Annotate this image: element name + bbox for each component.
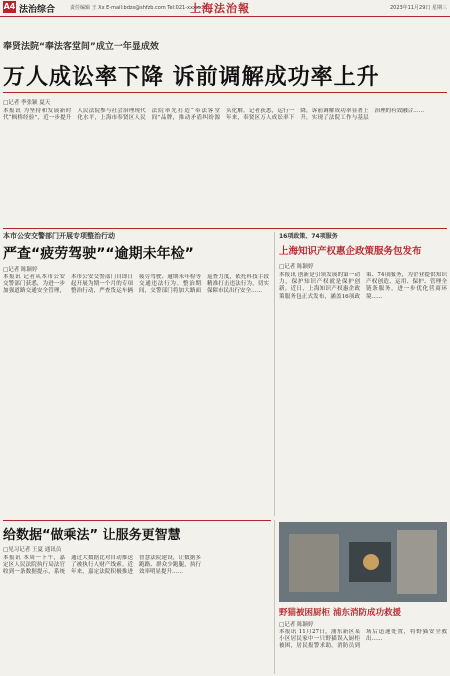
lead-body: 本报讯 为坚持和发展新时代“枫桥经验”，近一步提升人民法院参与社会治理现代化水平，上海市奉贤区人民法院率先打造“奉法客堂间”品牌，推动矛盾纠纷源头化解。记者获悉，运行一年来，奉贤区万人成讼率下降，诉前调解成功率显著上升，实现了法院工作与基层治理的有效融合…… xyxy=(3,108,425,122)
issue-date: 2023年11月29日 星期三 xyxy=(389,5,447,11)
lead-kicker: 奉贤法院“奉法客堂间”成立一年显成效 xyxy=(3,42,159,52)
divider xyxy=(3,228,447,229)
story3-byline: □记者 陈颖婷 xyxy=(279,264,314,270)
lead-byline: □记者 季张颖 夏天 xyxy=(3,100,51,106)
story3-body: 本报讯 创新是引领发展的第一动力，保护知识产权就是保护创新。近日，上海知识产权惠企政策服务包正式发布，涵盖16项政策、74项服务，为企业提供知识产权创造、运用、保护、管理全链条服务，进一步优化营商环境…… xyxy=(279,272,447,300)
column-divider xyxy=(274,520,275,674)
story2-body: 本报讯 记者从本市公安交警部门获悉，为进一步加强道路交通安全管理，本市公安交警部门自即日起开展为期一个月的专项整治行动，严查货运车辆疲劳驾驶、逾期未年检等交通违法行为。整治期间，交警部门将加大路面巡查力度，依托科技手段精准打击违法行为，切实保障市民出行安全…… xyxy=(3,274,269,295)
section-title: 法治综合 xyxy=(19,5,56,15)
story4-byline: □见习记者 王夏 通讯员 xyxy=(3,547,62,553)
story3-headline: 上海知识产权惠企政策服务包发布 xyxy=(279,246,422,257)
story4-body: 本报讯 本周一下午，嘉定区人民法院执行局法官收到一条数据提示，系统通过大数据比对自动推送了被执行人财产线索。近年来，嘉定法院积极推进智慧法院建设，让数据多跑路、群众少跑腿，执行效率明显提升…… xyxy=(3,555,201,576)
page-number: A4 xyxy=(3,2,16,11)
story4-headline: 给数据“做乘法” 让服务更智慧 xyxy=(3,528,181,543)
divider xyxy=(3,520,271,521)
news-photo xyxy=(279,522,447,602)
page-header xyxy=(0,0,450,17)
lead-headline: 万人成讼率下降 诉前调解成功率上升 xyxy=(3,65,380,90)
story2-byline: □记者 陈颖婷 xyxy=(3,267,38,273)
editor-meta: 责任编辑 王 Xx E-mail:bdzs@shfzb.com Tel:021-xxxxxxx xyxy=(70,5,208,11)
masthead: 上海法治報 xyxy=(190,2,250,15)
story5-body: 本报讯 11月27日，浦东新区某小区居民家中一只野猫误入厨柜被困，居民报警求助。消防员到场后迅速处置，将野猫安全救出…… xyxy=(279,629,447,650)
story3-kicker: 16项政策、74项服务 xyxy=(279,233,338,240)
divider xyxy=(3,92,447,93)
story2-kicker: 本市公安交警部门开展专项整治行动 xyxy=(3,232,115,240)
story5-headline: 野猫被困厨柜 浦东消防成功救援 xyxy=(279,608,401,618)
photo-image xyxy=(279,522,447,602)
story2-headline: 严查“疲劳驾驶”“逾期未年检” xyxy=(3,246,194,262)
story5-byline: □记者 陈颖婷 xyxy=(279,622,314,628)
column-divider xyxy=(274,232,275,516)
